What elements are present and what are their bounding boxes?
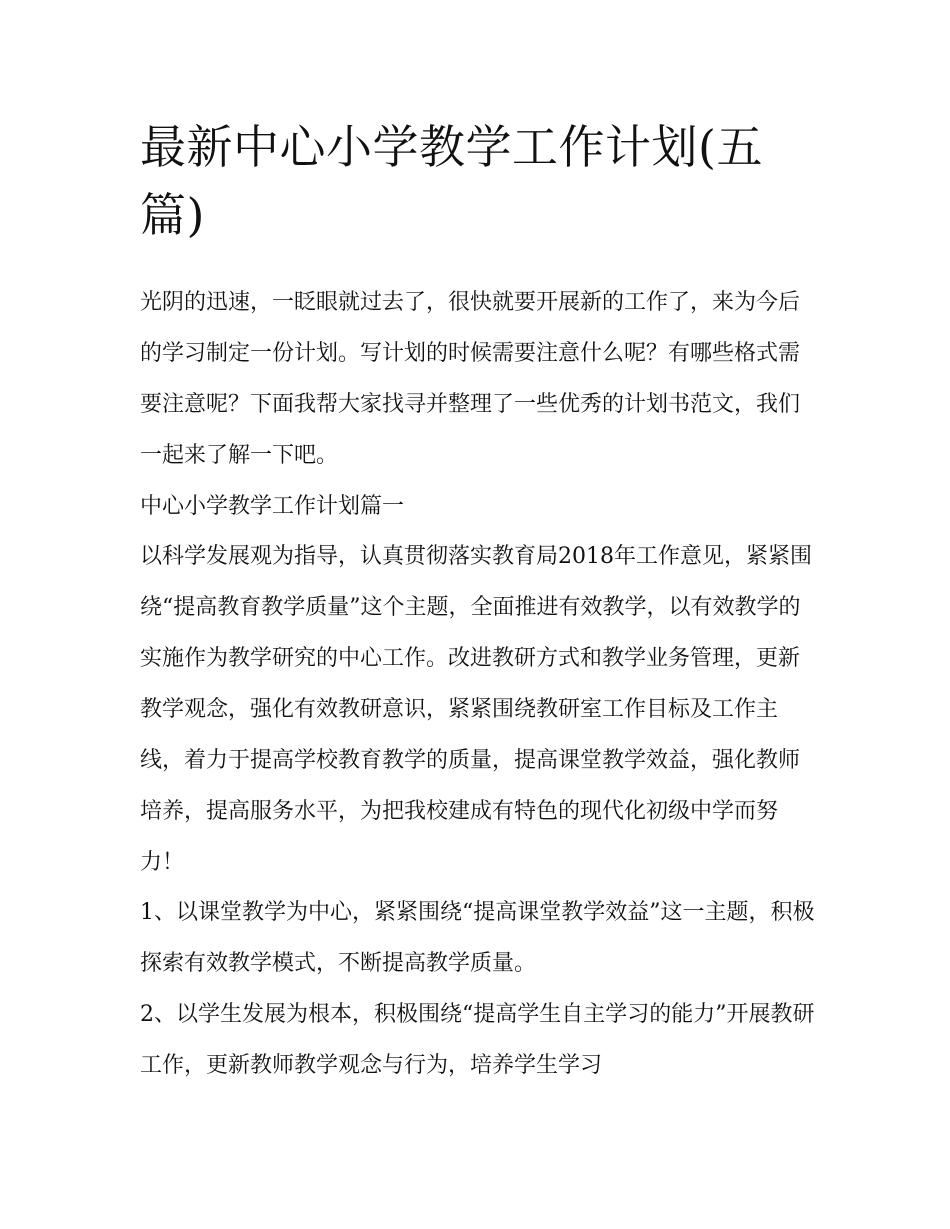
- list-item: 1、以课堂教学为中心，紧紧围绕“提高课堂教学效益”这一主题，积极探索有效教学模式，不断提高教学质量。: [140, 900, 815, 976]
- list-item: 2、以学生发展为根本，积极围绕“提高学生自主学习的能力”开展教研工作，更新教师教学观念与行为，培养学生学习: [140, 1002, 815, 1078]
- intro-paragraph: 光阴的迅速，一眨眼就过去了，很快就要开展新的工作了，来为今后的学习制定一份计划。写计划的时候需要注意什么呢？有哪些格式需要注意呢？下面我帮大家找寻并整理了一些优秀的计划书范文，我们一起来了解一下吧。: [140, 290, 801, 468]
- document-title: 最新中心小学教学工作计划(五篇): [140, 120, 763, 242]
- body-paragraph: 以科学发展观为指导，认真贯彻落实教育局2018年工作意见，紧紧围绕“提高教育教学质量”这个主题，全面推进有效教学，以有效教学的实施作为教学研究的中心工作。改进教研方式和教学业务管理，更新教学观念，强化有效教研意识，紧紧围绕教研室工作目标及工作主线，着力于提高学校教育教学的质量，提高课堂教学效益，强化教师培养，提高服务水平，为把我校建成有特色的现代化初级中学而努力！: [140, 544, 812, 875]
- section-heading: 中心小学教学工作计划篇一: [140, 494, 405, 519]
